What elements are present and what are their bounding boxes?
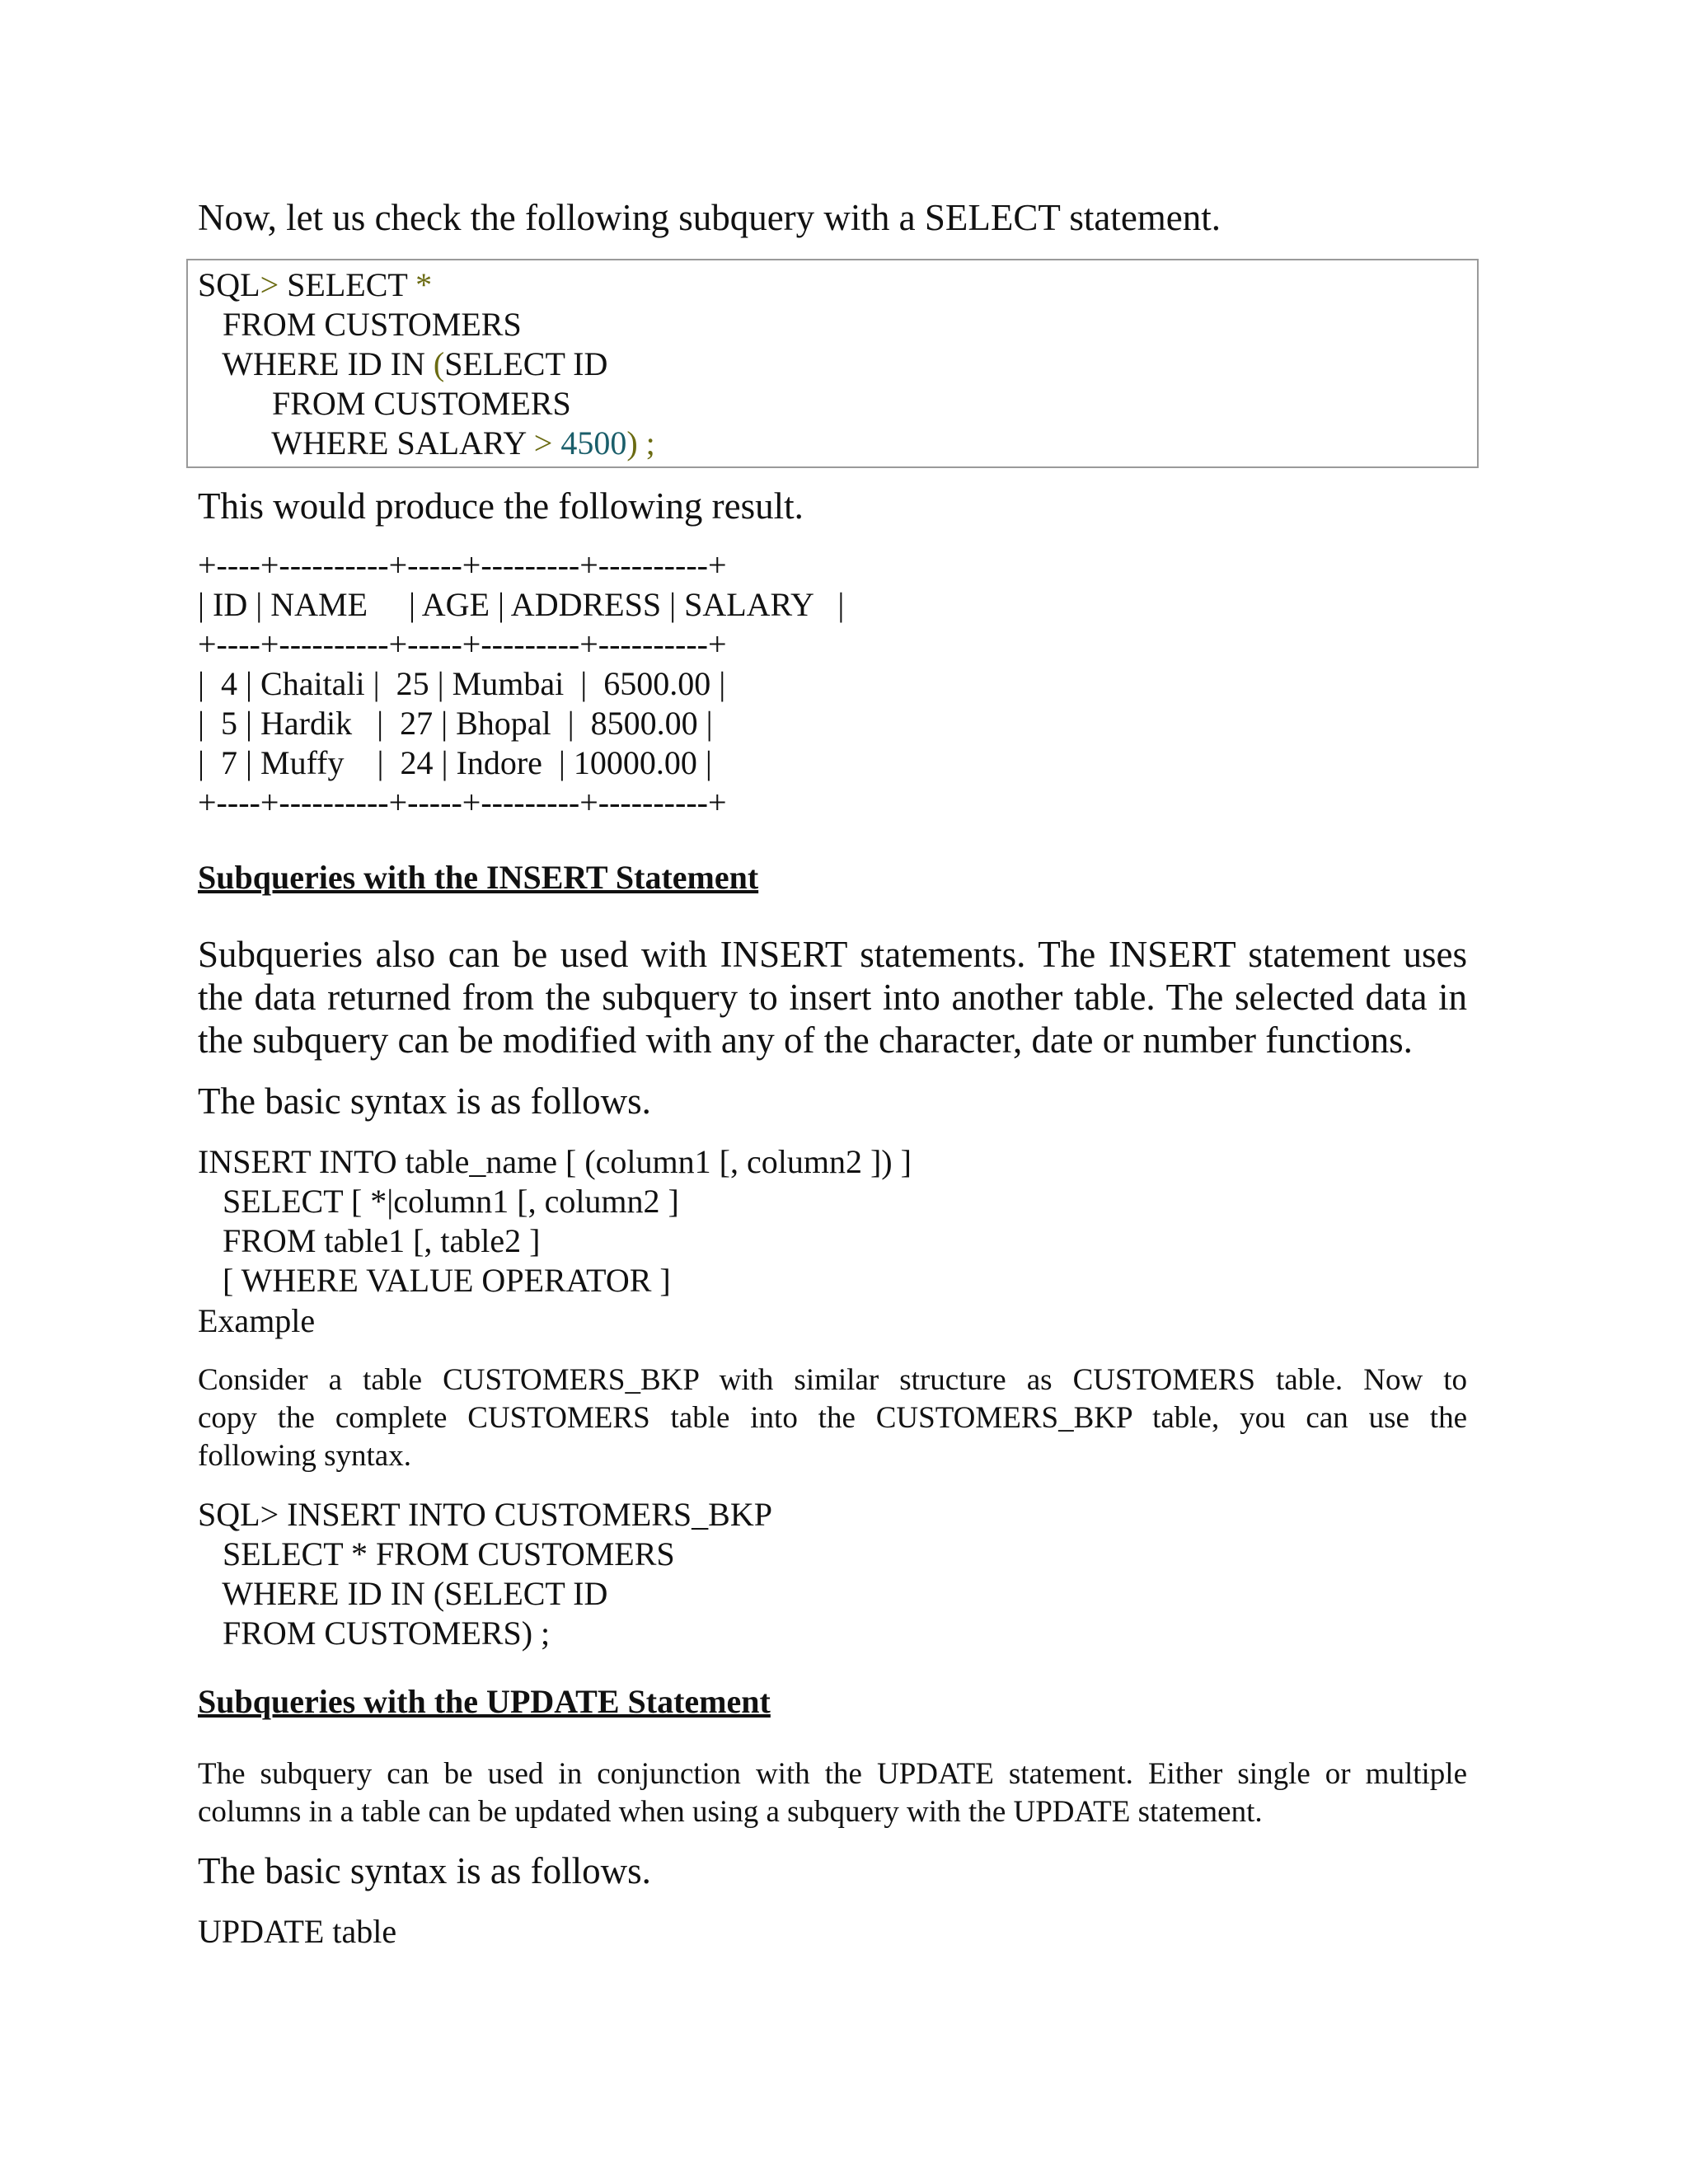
- example-code-line: SQL> INSERT INTO CUSTOMERS_BKP: [198, 1496, 772, 1533]
- result-table-border-bottom: +----+----------+-----+---------+----------+: [198, 784, 727, 821]
- code-token: WHERE SALARY: [198, 424, 534, 462]
- intro-text: Now, let us check the following subquery with a SELECT statement.: [198, 197, 1221, 238]
- insert-syntax-line: [ WHERE VALUE OPERATOR ]: [198, 1262, 671, 1299]
- code-line-3: [198, 344, 607, 384]
- insert-para-line-2: the data returned from the subquery to insert into another table. The selected data in: [198, 977, 1467, 1018]
- insert-syntax-intro: The basic syntax is as follows.: [198, 1080, 651, 1122]
- code-token: SELECT: [279, 266, 416, 303]
- example-code-line: SELECT * FROM CUSTOMERS: [198, 1535, 675, 1572]
- operator-token: ) ;: [626, 424, 655, 462]
- example-para-line-1: Consider a table CUSTOMERS_BKP with similar structure as CUSTOMERS table. Now to: [198, 1363, 1467, 1397]
- result-table-border-top: +----+----------+-----+---------+----------+: [198, 546, 727, 583]
- insert-para-line-1: Subqueries also can be used with INSERT statements. The INSERT statement uses: [198, 934, 1467, 975]
- example-code-line: WHERE ID IN (SELECT ID: [198, 1575, 608, 1612]
- code-token: WHERE ID IN: [198, 345, 434, 382]
- update-syntax-line: UPDATE table: [198, 1913, 397, 1950]
- operator-token: >: [533, 424, 553, 462]
- operator-token: *: [415, 266, 433, 303]
- number-token: 4500: [552, 424, 627, 462]
- insert-syntax-line: INSERT INTO table_name [ (column1 [, column2 ]) ]: [198, 1143, 912, 1180]
- code-line-1: [198, 265, 432, 305]
- example-label: Example: [198, 1302, 316, 1339]
- insert-syntax-line: FROM table1 [, table2 ]: [198, 1222, 541, 1259]
- code-line-5: [198, 424, 655, 463]
- operator-token: >: [260, 266, 279, 303]
- update-section-heading: Subqueries with the UPDATE Statement: [198, 1683, 771, 1720]
- result-table-border-mid: +----+----------+-----+---------+----------+: [198, 626, 727, 663]
- example-para-line-3: following syntax.: [198, 1439, 411, 1473]
- code-token: SQL: [198, 266, 260, 303]
- insert-para-line-3: the subquery can be modified with any of the character, date or number functions.: [198, 1019, 1413, 1061]
- result-table-row: | 5 | Hardik | 27 | Bhopal | 8500.00 |: [198, 705, 713, 742]
- code-line-4: FROM CUSTOMERS: [198, 385, 571, 422]
- operator-token: (: [433, 345, 445, 382]
- result-table-row: | 7 | Muffy | 24 | Indore | 10000.00 |: [198, 744, 712, 781]
- insert-syntax-line: SELECT [ *|column1 [, column2 ]: [198, 1183, 679, 1220]
- update-para-line-2: columns in a table can be updated when using a subquery with the UPDATE statement.: [198, 1795, 1263, 1829]
- update-para-line-1: The subquery can be used in conjunction with the UPDATE statement. Either single or multiple: [198, 1757, 1467, 1791]
- result-table-row: | 4 | Chaitali | 25 | Mumbai | 6500.00 |: [198, 665, 726, 702]
- code-token: SELECT ID: [444, 345, 608, 382]
- result-intro-text: This would produce the following result.: [198, 485, 804, 527]
- update-syntax-intro: The basic syntax is as follows.: [198, 1850, 651, 1891]
- result-table-header: | ID | NAME | AGE | ADDRESS | SALARY |: [198, 586, 845, 623]
- example-para-line-2: copy the complete CUSTOMERS table into the CUSTOMERS_BKP table, you can use the: [198, 1401, 1467, 1435]
- code-line-2: FROM CUSTOMERS: [198, 306, 522, 343]
- example-code-line: FROM CUSTOMERS) ;: [198, 1615, 551, 1652]
- insert-section-heading: Subqueries with the INSERT Statement: [198, 859, 759, 896]
